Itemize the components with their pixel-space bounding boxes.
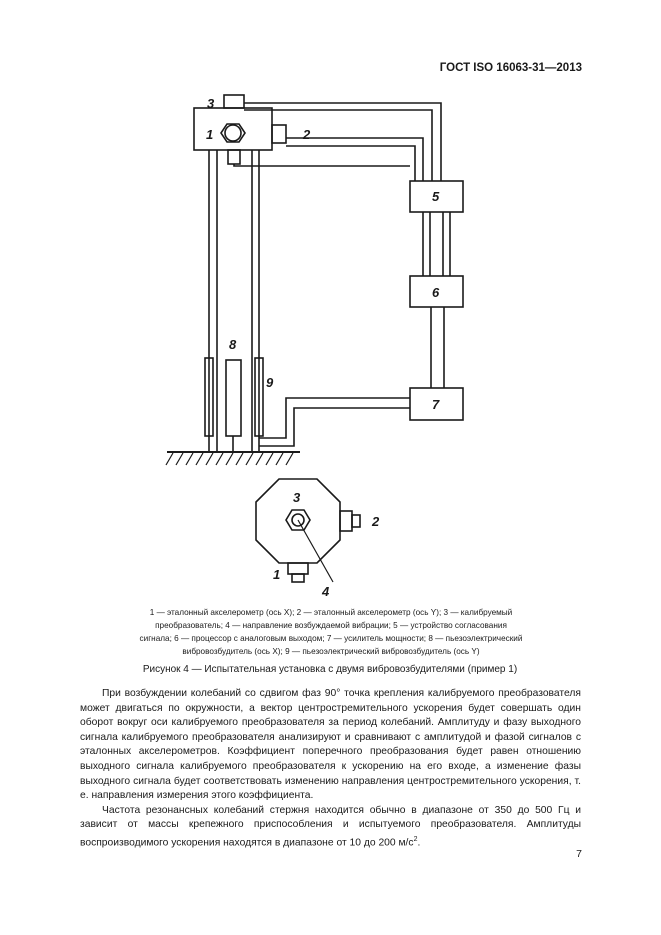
topview-label-3: 3 [293, 490, 301, 505]
legend-line: преобразователь; 4 — направление возбуждаемой вибрации; 5 — устройство согласования [155, 621, 507, 630]
label-9: 9 [266, 375, 274, 390]
body-text [80, 687, 581, 851]
document-header: ГОСТ ISO 16063-31—2013 [439, 62, 582, 74]
figure-legend [100, 606, 562, 658]
legend-line: вибровозбудитель (ось X); 9 — пьезоэлектрический вибровозбудитель (ось Y) [182, 647, 480, 656]
paragraph-2: Частота резонансных колебаний стержня находится обычно в диапазоне от 350 до 500 Гц и зависит от массы крепежного приспособления и испытуемого преобразователя. Амплитуды воспроизводимого ускорения находятся в диапазоне от 10 до 200 $м/с^2$. [80, 804, 581, 849]
label-3: 3 [207, 96, 215, 111]
label-8: 8 [229, 337, 237, 352]
topview-label-4: 4 [322, 584, 330, 599]
page-number: 7 [576, 848, 582, 860]
label-1: 1 [206, 127, 214, 142]
legend-line: сигнала; 6 — процессор с аналоговым выходом; 7 — усилитель мощности; 8 — пьезоэлектрический [139, 634, 523, 643]
hex-nut-hole [225, 125, 241, 141]
label-5: 5 [432, 189, 440, 204]
label-2: 2 [303, 127, 311, 142]
topview-label-1: 1 [273, 567, 281, 582]
label-6: 6 [432, 285, 440, 300]
exciter-8 [226, 360, 241, 436]
top-view-accelerometer-2 [340, 511, 352, 531]
paragraph-1: При возбуждении колебаний со сдвигом фаз 90° точка крепления калибруемого преобразователя может двигаться по окружности, а вектор центростремительного ускорения будет совершать один оборот вокруг оси калибруемого преобразователя за период колебаний. Амплитуду и фазу выходного сигнала калибруемого преобразователя анализируют и сравнивают с амплитудой и фазой сигналов с эталонных акселерометров. Коэффициент поперечного преобразования будет равен отношению выходного сигнала калибруемого преобразователя к ускорению на его входе, а изменение фазы выходного сигнала будет соответствовать изменению направления центростремительного ускорения, т. е. направления измерения этого коэффициента. [80, 688, 581, 802]
top-view-accelerometer-1 [288, 563, 308, 574]
figure-caption: Рисунок 4 — Испытательная установка с двумя вибровозбудителями (пример 1) [142, 664, 518, 675]
topview-label-2: 2 [372, 514, 380, 529]
transducer-3-housing [224, 95, 244, 108]
accelerometer-2-housing [272, 125, 286, 143]
legend-line: 1 — эталонный акселерометр (ось X); 2 — эталонный акселерометр (ось Y); 3 — калибруемый [149, 608, 513, 617]
label-7: 7 [432, 397, 440, 412]
top-view [256, 479, 360, 582]
ground-hatching [166, 453, 293, 465]
